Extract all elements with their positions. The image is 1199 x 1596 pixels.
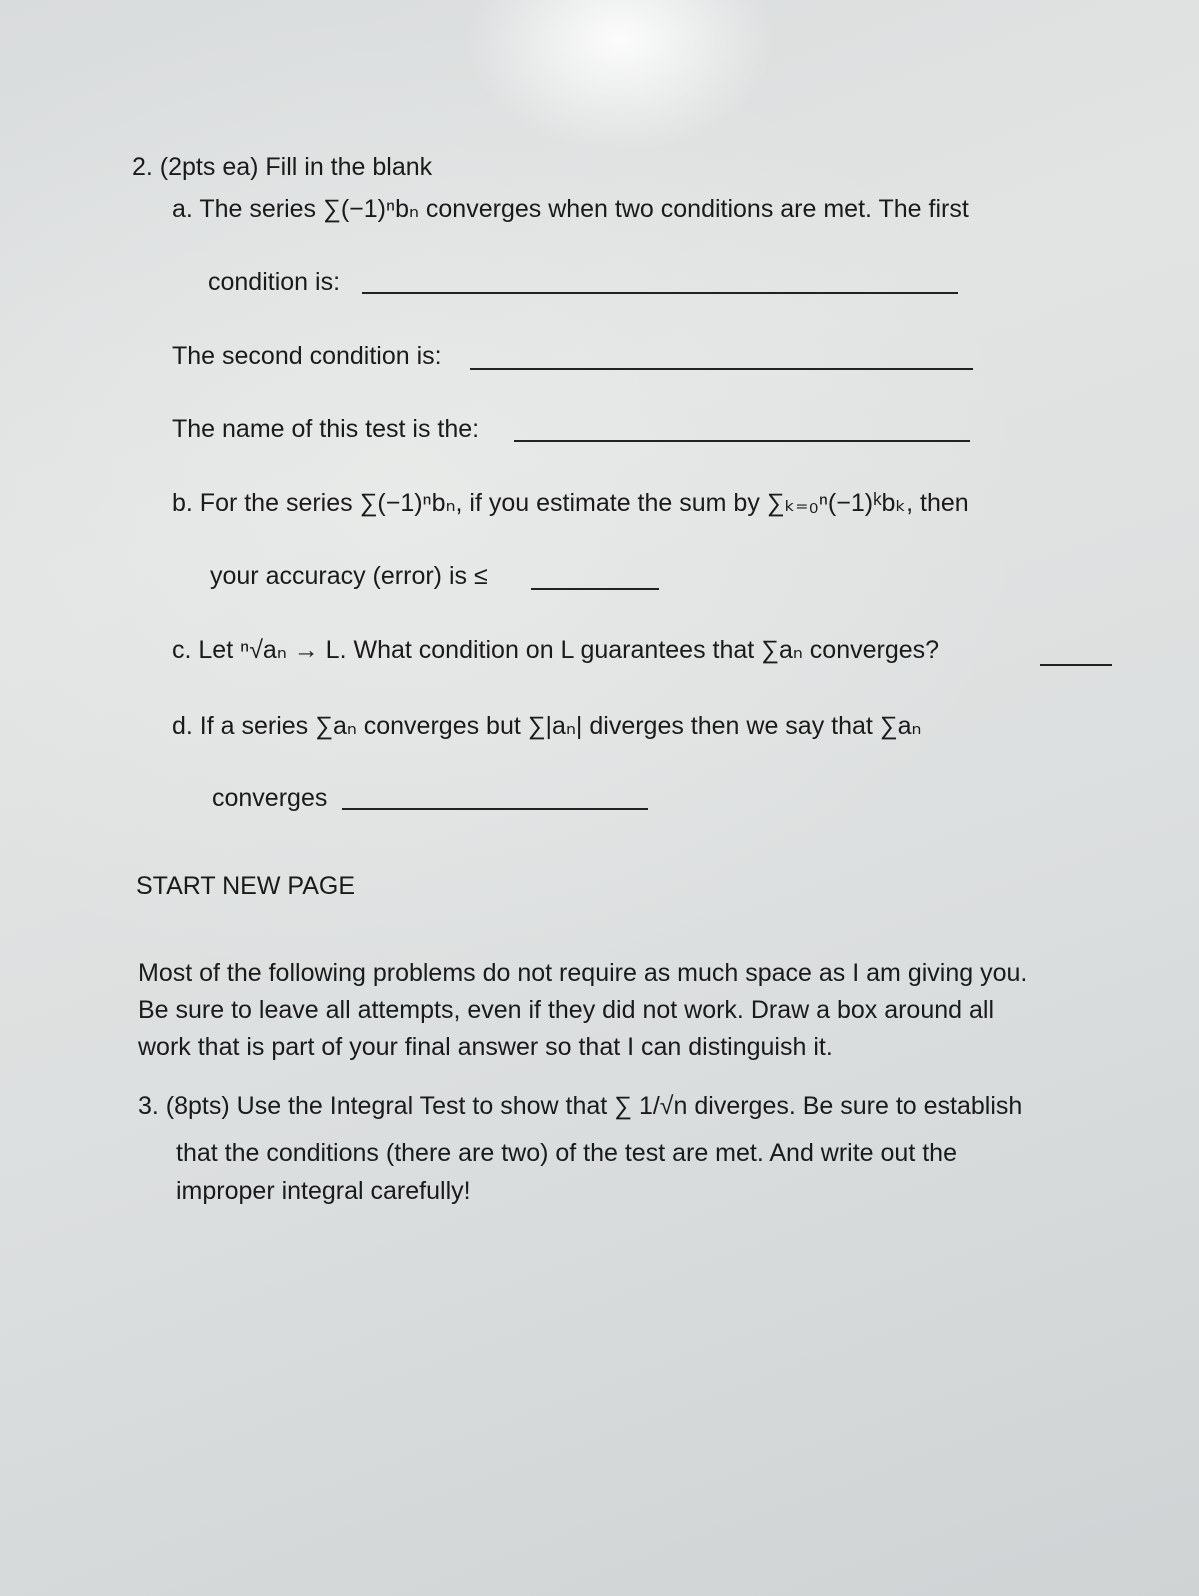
q2a-first-condition-label: condition is: bbox=[208, 268, 341, 296]
q3-statement-line-2: that the conditions (there are two) of the test are met. And write out the bbox=[176, 1139, 957, 1167]
test-name-blank[interactable] bbox=[514, 440, 970, 442]
accuracy-blank[interactable] bbox=[531, 588, 659, 590]
instructions-line-2: Be sure to leave all attempts, even if they did not work. Draw a box around all bbox=[138, 996, 995, 1024]
q2-header: 2. (2pts ea) Fill in the blank bbox=[132, 153, 433, 181]
q2b-accuracy-label: your accuracy (error) is ≤ bbox=[210, 562, 488, 590]
root-test-condition-blank[interactable] bbox=[1040, 664, 1112, 666]
q2d-converges-label: converges bbox=[212, 784, 328, 812]
convergence-type-blank[interactable] bbox=[342, 808, 648, 810]
instructions-line-3: work that is part of your final answer so that I can distinguish it. bbox=[138, 1033, 833, 1061]
q3-statement-line-3: improper integral carefully! bbox=[176, 1177, 471, 1205]
q2d-statement: d. If a series ∑aₙ converges but ∑|aₙ| diverges then we say that ∑aₙ bbox=[172, 712, 922, 740]
q3-statement-line-1: 3. (8pts) Use the Integral Test to show that ∑ 1/√n diverges. Be sure to establish bbox=[138, 1092, 1023, 1120]
q2a-second-condition-label: The second condition is: bbox=[172, 342, 442, 370]
instructions-line-1: Most of the following problems do not require as much space as I am giving you. bbox=[138, 959, 1028, 987]
start-new-page-note: START NEW PAGE bbox=[136, 872, 356, 900]
first-condition-blank[interactable] bbox=[362, 292, 958, 294]
q2c-statement: c. Let ⁿ√aₙ → L. What condition on L guarantees that ∑aₙ converges? bbox=[172, 636, 940, 664]
q2a-test-name-label: The name of this test is the: bbox=[172, 415, 480, 443]
second-condition-blank[interactable] bbox=[470, 368, 973, 370]
q2a-statement: a. The series ∑(−1)ⁿbₙ converges when two conditions are met. The first bbox=[172, 195, 969, 223]
q2b-statement: b. For the series ∑(−1)ⁿbₙ, if you estimate the sum by ∑ₖ₌₀ⁿ(−1)ᵏbₖ, then bbox=[172, 489, 969, 517]
